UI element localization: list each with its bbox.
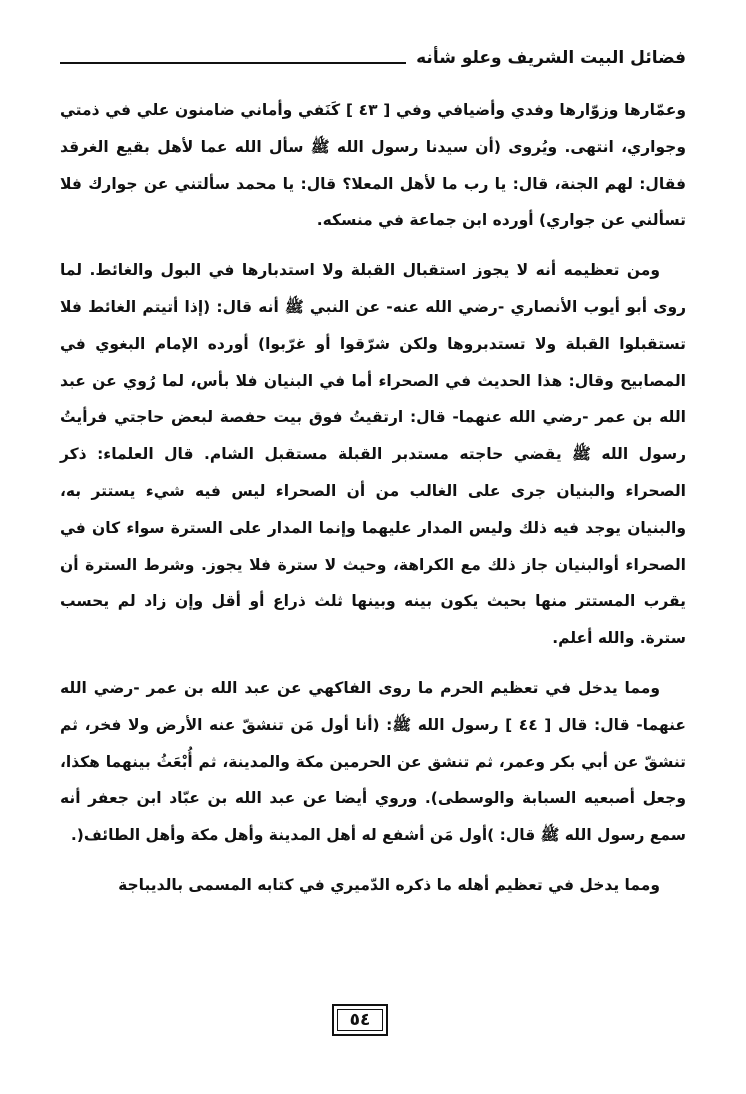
page-number: ٥٤ bbox=[332, 1004, 388, 1036]
body-text bbox=[60, 92, 686, 904]
running-header bbox=[60, 40, 686, 70]
paragraph-2: ومن تعظيمه أنه لا يجوز استقبال القبلة ولا استدبارها في البول والغائط. لما روى أبو أيوب الأنصاري -رضي الله عنه- عن النبي ﷺ أنه قال: (إذا أتيتم الغائط فلا تستقبلوا القبلة ولا تستدبروها ولكن شرّقوا أو غرّبوا) أورده الإمام البغوي في المصابيح وقال: هذا الحديث في الصحراء أما في البنيان فلا بأس، لما رُوي عن عبد الله بن عمر -رضي الله عنهما- قال: ارتقيتُ فوق بيت حفصة لبعض حاجتي فرأيتُ رسول الله ﷺ يقضي حاجته مستدبر القبلة مستقبل الشام. قال العلماء: ذكر الصحراء والبنيان جرى على الغالب من أن الصحراء ليس فيه شيء يستتر به، والبنيان يوجد فيه ذلك وليس المدار عليهما وإنما المدار على السترة سواء كان في الصحراء أوالبنيان جاز ذلك مع الكراهة، وحيث لا سترة فلا يجوز. وشرط السترة أن يقرب المستتر منها بحيث يكون بينه وبينها ثلث ذراع أو أقل وإن زاد لم يحسب سترة. والله أعلم. bbox=[60, 261, 686, 648]
paragraph-1: وعمّارها وزوّارها وفدي وأضيافي وفي [ ٤٣ ] كَنَفي وأماني ضامنون علي في ذمتي وجواري، انتهى. ويُروى (أن سيدنا رسول الله ﷺ سأل الله عما لأهل بقيع الغرقد فقال: لهم الجنة، قال: يا رب ما لأهل المعلا؟ قال: يا محمد سألتني عن جوارك فلا تسألني عن جواري) أورده ابن جماعة في منسكه. bbox=[60, 101, 686, 230]
paragraph-3: ومما يدخل في تعظيم الحرم ما روى الفاكهي عن عبد الله بن عمر -رضي الله عنهما- قال: قال [ ٤٤ ] رسول الله ﷺ: (أنا أول مَن تنشقّ عنه الأرض ولا فخر، ثم تنشقّ عن أبي بكر وعمر، ثم تنشق عن الحرمين مكة والمدينة، ثم أُبْعَثُ بينهما هكذا، وجعل أصبعيه السبابة والوسطى). وروي أيضا عن عبد الله بن عبّاد ابن جعفر أنه سمع رسول الله ﷺ قال: )أول مَن أشفع له أهل المدينة وأهل مكة وأهل الطائف(. bbox=[60, 678, 687, 845]
paragraph-4: ومما يدخل في تعظيم أهله ما ذكره الدّميري في كتابه المسمى بالديباجة bbox=[118, 875, 660, 894]
header-rule bbox=[60, 62, 406, 64]
header-title: فضائل البيت الشريف وعلو شأنه bbox=[416, 48, 686, 68]
